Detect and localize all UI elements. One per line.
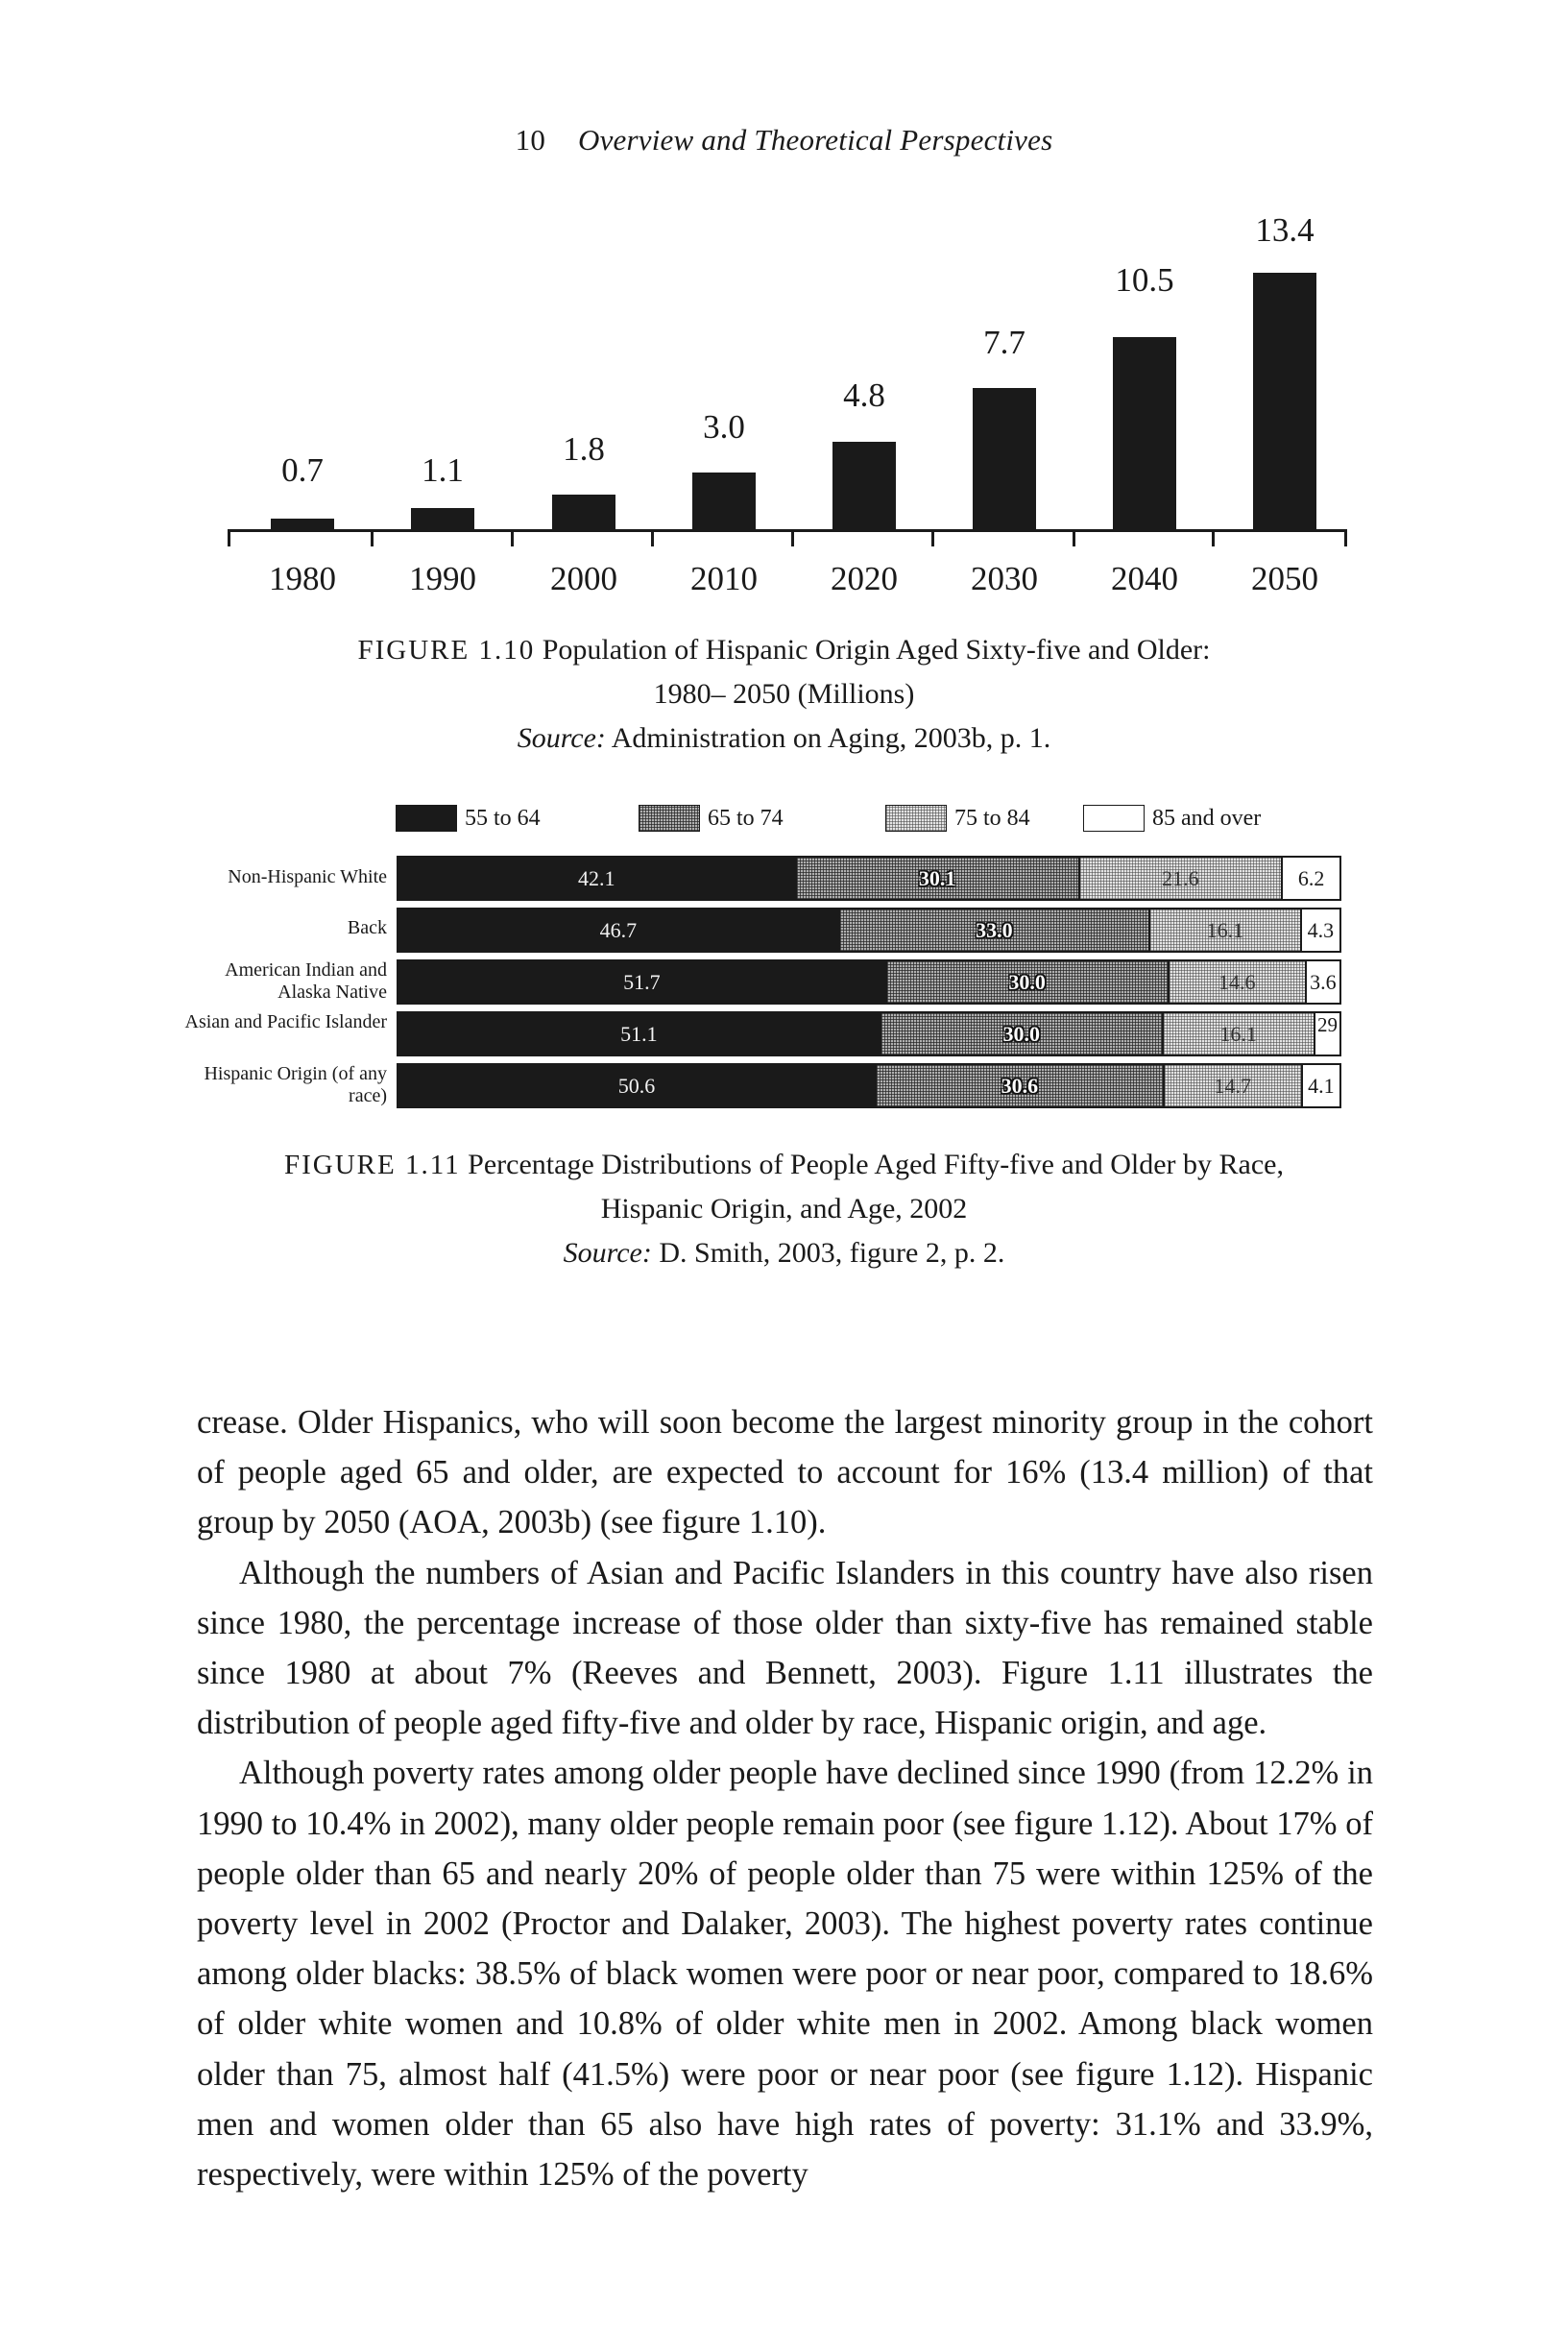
x-tick-label: 2040 [1111, 560, 1178, 597]
segment-55-64: 50.6 [398, 1065, 875, 1106]
segment-75-84: 21.6 [1078, 858, 1282, 899]
x-tick-label: 2050 [1251, 560, 1318, 597]
bar-value-label: 0.7 [281, 451, 324, 489]
bar-value-label: 1.1 [422, 451, 464, 489]
segment-65-74: 30.0 [880, 1013, 1162, 1055]
bar-1980 [271, 519, 334, 532]
axis-tick [931, 529, 934, 546]
segment-65-74: 30.1 [795, 858, 1078, 899]
legend-swatch-solid [396, 805, 457, 832]
legend-label: 85 and over [1152, 805, 1262, 831]
source-text: Administration on Aging, 2003b, p. 1. [611, 722, 1051, 754]
x-tick-label: 2030 [971, 560, 1038, 597]
legend-swatch-dense-grid [639, 805, 700, 832]
segment-55-64: 42.1 [398, 858, 795, 899]
body-text [197, 1397, 1373, 2199]
legend-label: 55 to 64 [465, 805, 541, 831]
x-tick-label: 2010 [690, 560, 758, 597]
x-tick-label: 1980 [269, 560, 336, 597]
running-head [0, 123, 1568, 158]
bar-value-label: 1.8 [563, 430, 605, 468]
legend-swatch-light-grid [885, 805, 947, 832]
segment-85-over: 29 [1314, 1013, 1339, 1055]
segment-75-84: 14.7 [1163, 1065, 1301, 1106]
segment-85-over: 6.2 [1281, 858, 1339, 899]
segment-75-84: 16.1 [1148, 909, 1300, 951]
legend-item-75-84 [885, 804, 1030, 833]
bar-value-label: 7.7 [983, 324, 1025, 361]
bar-2030 [973, 388, 1036, 532]
segment-85-over: 4.3 [1300, 909, 1339, 951]
legend-swatch-white [1083, 805, 1145, 832]
stacked-bar-non-hispanic-white [397, 856, 1341, 901]
figure-1-11-caption [0, 1143, 1568, 1275]
bar-2010 [692, 473, 756, 532]
caption-title-line1: Population of Hispanic Origin Aged Sixty-five and Older: [542, 634, 1211, 666]
axis-tick [228, 529, 230, 546]
bar-2020 [832, 442, 896, 532]
x-axis-line [228, 529, 1347, 532]
row-label: American Indian and Alaska Native [225, 959, 387, 1003]
axis-tick [511, 529, 514, 546]
bar-2050 [1253, 273, 1316, 532]
row-label: Hispanic Origin (of any race) [204, 1063, 387, 1106]
caption-title-line1: Percentage Distributions of People Aged Fifty-five and Older by Race, [468, 1149, 1284, 1180]
axis-tick [1344, 529, 1347, 546]
segment-65-74: 33.0 [838, 909, 1148, 951]
paragraph: Although poverty rates among older people have declined since 1990 (from 12.2% in 1990 to 10.4% in 2002), many older people remain poor (see figure 1.12). About 17% of people older than 65 and nearly 20% of people older than 75 were within 125% of the poverty level in 2002 (Proctor and Dalaker, 2003). The highest poverty rates continue among older blacks: 38.5% of black women were poor or near poor, compared to 18.6% of older white women and 10.8% of older white men in 2002. Among black women older than 75, almost half (41.5%) were poor or near poor (see figure 1.12). Hispanic men and women older than 65 also have high rates of poverty: 31.1% and 33.9%, respectively, were within 125% of the poverty [197, 1755, 1373, 2194]
axis-tick [651, 529, 654, 546]
figure-label: FIGURE 1.10 [357, 635, 536, 666]
row-label: Asian and Pacific Islander [184, 1011, 387, 1032]
bar-value-label: 10.5 [1115, 261, 1174, 299]
segment-85-over: 3.6 [1305, 961, 1339, 1003]
x-tick-label: 2020 [831, 560, 898, 597]
bar-2000 [552, 495, 615, 532]
segment-75-84: 14.6 [1168, 961, 1305, 1003]
axis-tick [1073, 529, 1075, 546]
segment-55-64: 51.1 [398, 1013, 880, 1055]
page-number: 10 [515, 123, 546, 157]
segment-65-74: 30.0 [885, 961, 1168, 1003]
segment-55-64: 46.7 [398, 909, 838, 951]
figure-label: FIGURE 1.11 [284, 1150, 461, 1180]
caption-title-line2: Hispanic Origin, and Age, 2002 [600, 1193, 968, 1224]
axis-tick [1212, 529, 1215, 546]
segment-75-84: 16.1 [1162, 1013, 1314, 1055]
row-label: Non-Hispanic White [228, 866, 387, 887]
legend-label: 75 to 84 [954, 805, 1030, 831]
legend-label: 65 to 74 [708, 805, 784, 831]
segment-55-64: 51.7 [398, 961, 885, 1003]
bar-2040 [1113, 337, 1176, 532]
axis-tick [371, 529, 374, 546]
paragraph: Although the numbers of Asian and Pacific Islanders in this country have also risen since 1980, the percentage increase of those older than sixty-five has remained stable since 1980 at about 7% (Reeves and Bennett, 2003). Figure 1.11 illustrates the distribution of people aged fifty-five and older by race, Hispanic origin, and age. [197, 1554, 1373, 1742]
stacked-bar-hispanic-origin [397, 1063, 1341, 1108]
caption-title-line2: 1980– 2050 (Millions) [653, 678, 915, 710]
segment-65-74: 30.6 [875, 1065, 1163, 1106]
bar-1990 [411, 508, 474, 532]
row-label: Back [347, 917, 387, 938]
bar-value-label: 13.4 [1255, 211, 1315, 249]
running-head-title: Overview and Theoretical Perspectives [578, 123, 1053, 157]
paragraph: crease. Older Hispanics, who will soon become the largest minority group in the cohort of people aged 65 and older, are expected to account for 16% (13.4 million) of that group by 2050 (AOA, 2003b) (see figure 1.10). [197, 1404, 1373, 1541]
stacked-bar-black [397, 908, 1341, 953]
source-label: Source: [563, 1237, 652, 1269]
legend-item-85-over [1083, 804, 1261, 833]
segment-85-over: 4.1 [1301, 1065, 1339, 1106]
x-tick-label: 1990 [409, 560, 476, 597]
figure-1-10-chart [226, 211, 1349, 615]
source-label: Source: [517, 722, 606, 754]
legend-item-65-74 [639, 804, 784, 833]
stacked-bar-asian-pacific [397, 1011, 1341, 1056]
bar-value-label: 3.0 [703, 408, 745, 446]
bar-value-label: 4.8 [843, 376, 885, 414]
axis-tick [791, 529, 794, 546]
stacked-bar-american-indian [397, 959, 1341, 1005]
x-tick-label: 2000 [550, 560, 617, 597]
legend-item-55-64 [396, 804, 541, 833]
figure-1-10-caption [0, 628, 1568, 761]
source-text: D. Smith, 2003, figure 2, p. 2. [659, 1237, 1005, 1269]
